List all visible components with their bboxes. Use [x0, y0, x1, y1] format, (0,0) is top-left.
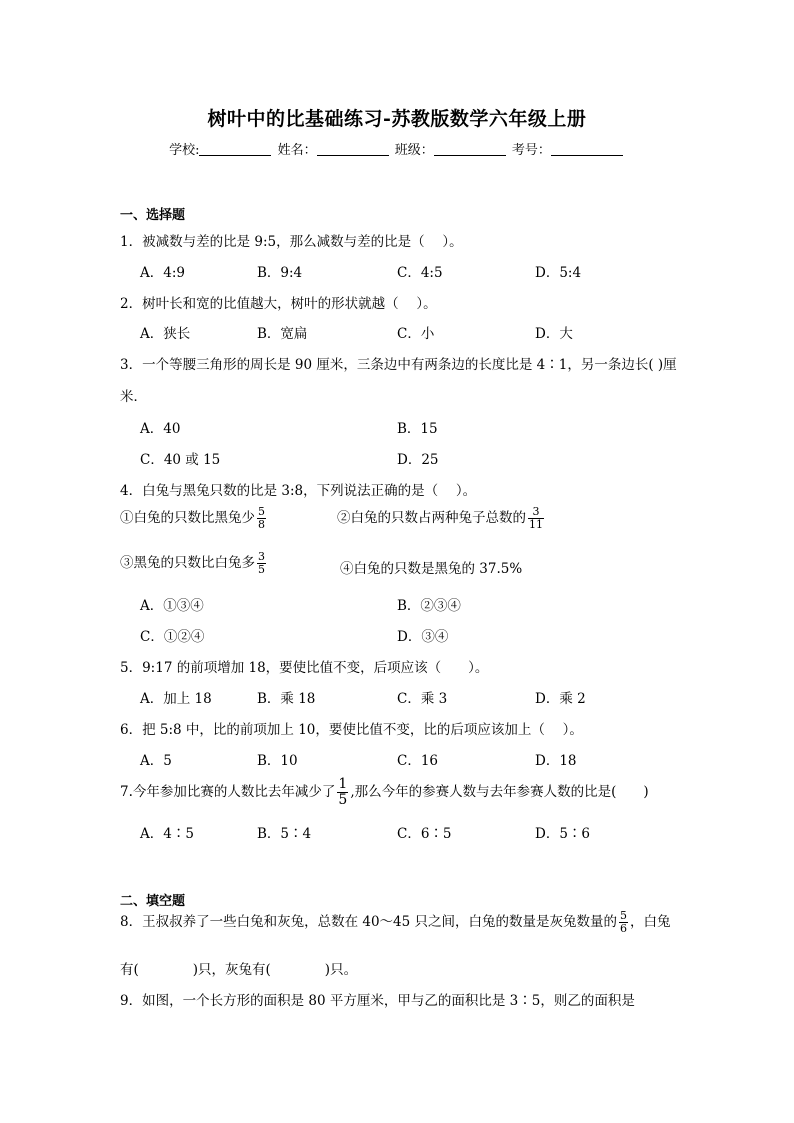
q6-option-a[interactable]: A．5	[140, 753, 172, 769]
q4-statement-2-text: ②白兔的只数占两种兔子总数的	[337, 510, 526, 526]
q1-option-c[interactable]: C．4:5	[397, 265, 443, 281]
fraction-3-11: $\frac{3}{11}$	[529, 505, 543, 531]
q7-option-b[interactable]: B．5∶4	[257, 826, 312, 842]
fraction-5-8: $\frac{5}{8}$	[258, 505, 265, 531]
q6-option-d[interactable]: D．18	[535, 753, 577, 769]
class-label: 班级：	[394, 143, 434, 158]
q4-statement-3-text: ③黑兔的只数比白兔多	[120, 555, 255, 571]
section-heading-choice: 一、选择题	[120, 208, 186, 223]
name-label: 姓名：	[277, 143, 317, 158]
q1-option-b[interactable]: B．9:4	[257, 265, 303, 281]
question-8-text-pre: 8．王叔叔养了一些白兔和灰兔，总数在 40～45 只之间，白兔的数量是灰兔数量的	[120, 914, 618, 930]
question-8-line-2[interactable]: 有( )只，灰兔有( )只。	[120, 962, 358, 978]
question-3-line-2: 米．	[120, 389, 147, 405]
question-4: 4．白兔与黑兔只数的比是 3:8，下列说法正确的是（ ）。	[120, 483, 477, 499]
school-label: 学校:	[169, 143, 200, 158]
question-7-text-post: ,那么今年的参赛人数与去年参赛人数的比是( )	[350, 784, 649, 800]
q6-option-c[interactable]: C．16	[397, 753, 439, 769]
q5-option-d[interactable]: D．乘 2	[535, 691, 586, 707]
q7-option-c[interactable]: C．6∶5	[397, 826, 452, 842]
q2-option-a[interactable]: A．狭长	[140, 326, 191, 342]
fraction-3-5: $\frac{3}{5}$	[258, 550, 265, 576]
student-info-line	[0, 139, 794, 158]
exam-number-blank[interactable]	[551, 143, 623, 156]
question-3-line-1: 3．一个等腰三角形的周长是 90 厘米，三条边中有两条边的长度比是 4∶1，另一条边长( )厘	[120, 357, 677, 373]
exam-number-label: 考号：	[511, 143, 551, 158]
section-heading-fill-blank: 二、填空题	[120, 894, 186, 909]
q1-option-a[interactable]: A．4:9	[140, 265, 185, 281]
fraction-5-6: $\frac{5}{6}$	[620, 909, 628, 935]
q2-option-b[interactable]: B．宽扁	[257, 326, 308, 342]
q5-option-c[interactable]: C．乘 3	[397, 691, 448, 707]
page-title: 树叶中的比基础练习-苏教版数学六年级上册	[207, 108, 587, 130]
q6-option-b[interactable]: B．10	[257, 753, 298, 769]
fraction-1-5: $\frac{1}{5}$	[338, 776, 348, 808]
q3-option-b[interactable]: B．15	[397, 421, 438, 437]
question-1: 1．被减数与差的比是 9:5，那么减数与差的比是（ ）。	[120, 234, 463, 250]
q4-statement-1	[120, 506, 268, 531]
question-8-text-post: ，白兔	[630, 914, 671, 930]
q4-statement-3	[120, 551, 268, 576]
q3-option-a[interactable]: A．40	[140, 421, 181, 437]
question-2: 2．树叶长和宽的比值越大，树叶的形状就越（ ）。	[120, 296, 437, 312]
q5-option-a[interactable]: A．加上 18	[140, 691, 212, 707]
q4-option-a[interactable]: A．①③④	[140, 598, 204, 614]
q3-option-c[interactable]: C．40 或 15	[140, 452, 221, 468]
q7-option-d[interactable]: D．5∶6	[535, 826, 591, 842]
q4-option-d[interactable]: D．③④	[397, 629, 449, 645]
q3-option-d[interactable]: D．25	[397, 452, 439, 468]
class-blank[interactable]	[434, 143, 506, 156]
name-blank[interactable]	[317, 143, 389, 156]
q2-option-d[interactable]: D．大	[535, 326, 573, 342]
q7-option-a[interactable]: A．4∶5	[140, 826, 194, 842]
q1-option-d[interactable]: D．5:4	[535, 265, 582, 281]
question-7-text-pre: 7.今年参加比赛的人数比去年减少了	[120, 784, 336, 800]
q4-option-b[interactable]: B．②③④	[397, 598, 461, 614]
q4-statement-1-text: ①白兔的只数比黑兔少	[120, 510, 255, 526]
q2-option-c[interactable]: C．小	[397, 326, 435, 342]
q4-statement-2	[337, 506, 546, 531]
question-9: 9．如图，一个长方形的面积是 80 平方厘米，甲与乙的面积比是 3∶5，则乙的面积是	[120, 993, 635, 1009]
school-blank[interactable]	[199, 143, 271, 156]
question-5: 5．9:17 的前项增加 18，要使比值不变，后项应该（ ）。	[120, 660, 489, 676]
q4-statement-4: ④白兔的只数是黑兔的 37.5%	[340, 561, 523, 577]
question-8	[120, 910, 671, 935]
question-7	[120, 777, 649, 808]
question-6: 6．把 5:8 中，比的前项加上 10，要使比值不变，比的后项应该加上（ ）。	[120, 722, 583, 738]
q5-option-b[interactable]: B．乘 18	[257, 691, 316, 707]
q4-option-c[interactable]: C．①②④	[140, 629, 205, 645]
